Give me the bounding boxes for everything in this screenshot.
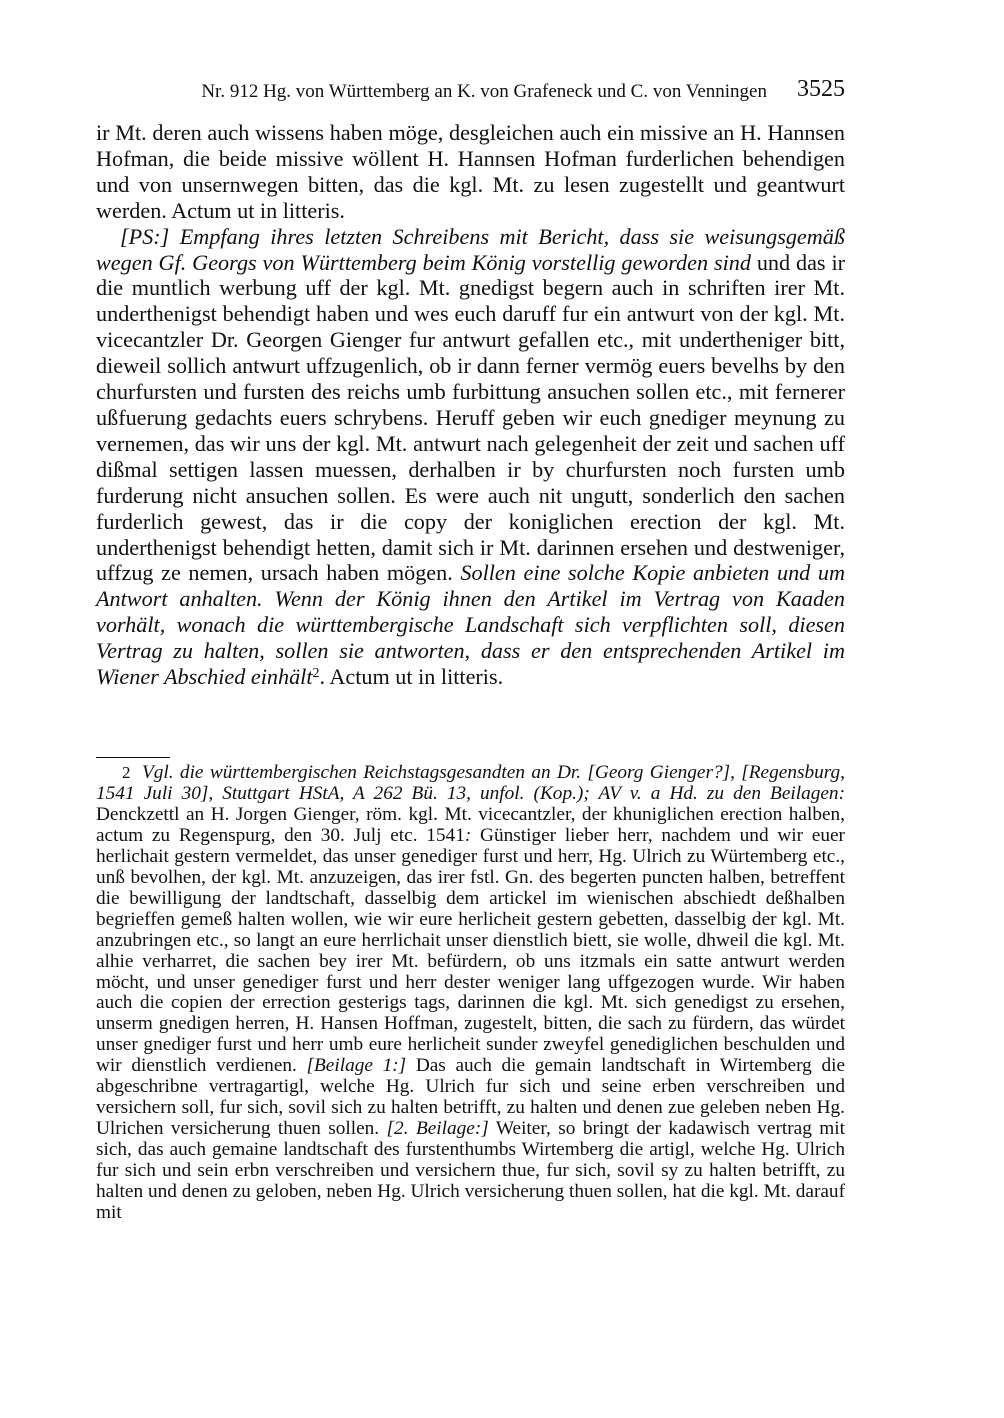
main-text xyxy=(96,120,845,690)
quoted-text: und das ir die muntlich werbung uff der kgl. Mt. gnedigst begern auch in schriften irer Mt. underthenigst behendigt haben und wes euch daruff fur ein antwurt von der kgl. Mt. vicecantzler Dr. Georgen Gienger fur antwurt gefallen etc., mit undertheniger bitt, dieweil sollich antwurt uffzugenlich, ob ir dann ferner vermög euers bevelhs by den churfursten und fursten des reichs umb furbittung ansuchen sollen etc., mit fernerer ußfuerung gedachts euers schrybens. Heruff geben wir euch gnediger meynung zu vernemen, das wir uns der kgl. Mt. antwurt nach gelegenheit der zeit und sachen uff dißmal settigen lassen muessen, derhalben ir by churfursten noch fursten umb furderung nicht ansuchen sollen. Es were auch nit ungutt, sonderlich den sachen furderlich gewest, das ir die copy der koniglichen erection der kgl. Mt. underthenigst behendigt hetten, damit sich ir Mt. darinnen ersehen und destweniger, uffzug ze nemen, ursach haben mögen. xyxy=(96,249,845,586)
footnote-text: Weiter, so bringt der kadawisch vertrag mit sich, das auch gemaine landtschaft des furstenthumbs Wirtemberg die artigl, welche Hg. Ulrich fur sich und sein erbn verschreiben und versichern thue, fur sich, sovil sy zu halten betrifft, zu halten und denen zu geloben, neben Hg. Ulrich versicherung thuen sollen, hat die kgl. Mt. darauf mit xyxy=(96,1118,845,1224)
footnote-text: Günstiger lieber herr, nachdem und wir euer herlichait gestern vermeldet, das unser genediger furst und herr, Hg. Ulrich zu Würtemberg etc., unß bevolhen, der kgl. Mt. anzuzeigen, das irer fstl. Gn. des begerten puncten halben, betreffent die bewilligung der landtschaft, dasselbig dem artickel im wienischen abschiedt deßhalben begrieffen gemeß halten wollen, wie wir eure herlicheit gestern gebetten, dasselbig der kgl. Mt. anzubringen etc., so langt an eure herrlichait unser dienstlich biett, sie wolle, dhweil die kgl. Mt. alhie verharret, die sachen bey irer Mt. befürdern, ob uns itzmals ein satte antwurt werden möcht, und unser genediger furst und herr dester weniger lang uffgezogen wurde. Wir haben auch die copien der errection gesterigs tags, darinnen die kgl. Mt. sich genedigst zu ersehen, unserm gnedigen herren, H. Hansen Hoffman, zugestelt, bitten, die sach zu fürdern, das würdet unser gnediger furst und herr umb eure herlicheit sunder zweyfel genediglichen beschulden und wir dienstlich verdienen. xyxy=(96,824,845,1077)
footnote-number: 2 xyxy=(122,763,131,782)
paragraph-2 xyxy=(96,224,845,690)
footnote-annotation: [Beilage 1:] xyxy=(306,1055,407,1077)
quoted-text: . Actum ut in litteris. xyxy=(319,664,504,690)
running-header xyxy=(96,76,845,110)
footnote-annotation: [2. Beilage:] xyxy=(386,1118,489,1140)
footnote-text: Denckzettl an H. Jorgen Gienger, röm. kgl. Mt. vicecantzler, der khuniglichen erection halben, actum zu Regenspurg, den 30. Julj etc. 1541 xyxy=(96,803,845,846)
footnote-reference[interactable]: 2 xyxy=(312,666,320,682)
editorial-summary: [PS:] Empfang ihres letzten Schreibens mit Bericht, dass sie weisungsgemäß wegen Gf. Georgs von Württemberg beim König vorstellig geworden sind xyxy=(96,223,845,275)
page-number: 3525 xyxy=(797,76,845,102)
editorial-summary: Sollen eine solche Kopie anbieten und um Antwort anhalten. Wenn der König ihnen den Artikel im Vertrag von Kaaden vorhält, wonach die württembergische Landschaft sich verpflichten soll, diesen Vertrag zu halten, sollen sie antworten, dass er den entsprechenden Artikel im Wiener Abschied einhält xyxy=(96,560,845,690)
paragraph-1: ir Mt. deren auch wissens haben möge, desgleichen auch ein missive an H. Hannsen Hofman, die beide missive wöllent H. Hannsen Hofman furderlichen behendigen und von unsernwegen bitten, das die kgl. Mt. zu lesen zugestellt und geantwurt werden. Actum ut in litteris. xyxy=(96,120,845,223)
footnote-citation: Vgl. die württembergischen Reichstagsgesandten an Dr. [Georg Gienger?], [Regensburg, 1541 Juli 30], Stuttgart HStA, A 262 Bü. 13, unfol. (Kop.); AV v. a Hd. zu den Beilagen: xyxy=(96,762,845,804)
footnote-paragraph xyxy=(96,763,845,1224)
footnote-text: Das auch die gemain landtschaft in Wirtemberg die abgeschribne vertragartigl, welche Hg. Ulrich fur sich und seine erben verschreiben und versichern soll, fur sich, sovil sich zu halten betrifft, zu halten und denen zue geleben neben Hg. Ulrichen versicherung thuen sollen. xyxy=(96,1055,846,1140)
header-title: Nr. 912 Hg. von Württemberg an K. von Grafeneck und C. von Venningen xyxy=(201,81,767,102)
footnote-colon: : xyxy=(464,824,472,846)
footnote xyxy=(96,763,845,1224)
footnote-separator xyxy=(96,757,170,758)
